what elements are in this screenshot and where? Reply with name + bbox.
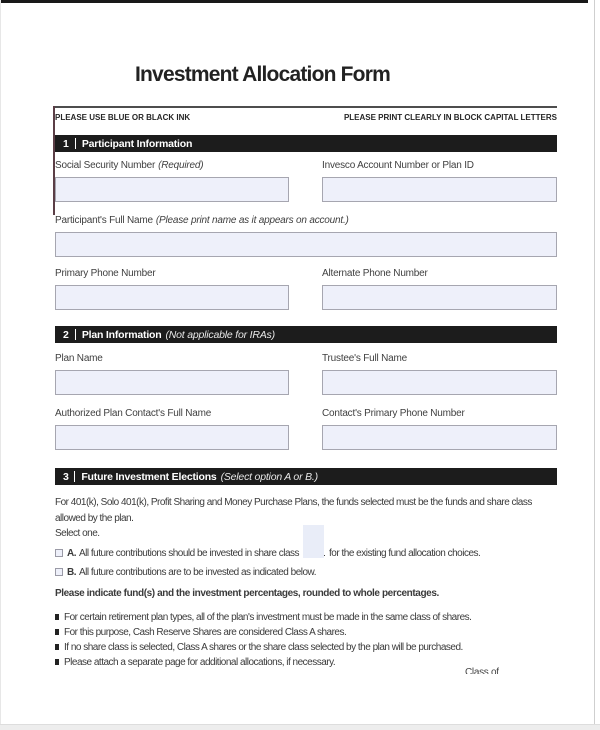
primary-phone-label: Primary Phone Number — [55, 268, 156, 279]
bullet-square-icon — [55, 614, 59, 620]
contact-phone-label: Contact's Primary Phone Number — [322, 408, 465, 419]
section-3-bar — [55, 468, 557, 485]
section-1-title: Participant Information — [81, 137, 193, 150]
page-left-edge — [0, 0, 1, 730]
ssn-input[interactable] — [55, 177, 289, 202]
section-2-note: (Not applicable for IRAs) — [165, 328, 275, 341]
section-3-divider — [74, 471, 75, 482]
plan-contact-name-input[interactable] — [55, 425, 289, 450]
share-class-field[interactable] — [303, 525, 324, 558]
bullet-item: For certain retirement plan types, all of the plan's investment must be made in the same class of shares. — [55, 610, 557, 625]
page-right-edge — [594, 0, 595, 730]
page-bottom-strip — [0, 724, 600, 730]
ssn-required-note: (Required) — [158, 160, 204, 171]
elections-bullet-list — [55, 610, 557, 670]
page-top-border — [0, 0, 588, 3]
elections-intro-text: For 401(k), Solo 401(k), Profit Sharing and Money Purchase Plans, the funds selected must be the funds and share class allowed by the plan. — [55, 497, 532, 524]
section-2-title: Plan Information — [81, 328, 162, 341]
bullet-item: For this purpose, Cash Reserve Shares are considered Class A shares. — [55, 625, 557, 640]
section-2-bar — [55, 326, 557, 343]
section-2-number: 2 — [63, 328, 69, 341]
option-b-text: All future contributions are to be invested as indicated below. — [79, 566, 316, 578]
trustee-name-label: Trustee's Full Name — [322, 353, 407, 364]
share-class-blank — [303, 547, 325, 556]
option-a-text-before: All future contributions should be invested in share class — [79, 547, 300, 559]
bullet-square-icon — [55, 629, 59, 635]
bullet-square-icon — [55, 644, 59, 650]
trustee-name-input[interactable] — [322, 370, 557, 395]
option-a-row — [55, 547, 557, 561]
plan-name-label: Plan Name — [55, 353, 103, 364]
section-3-title: Future Investment Elections — [81, 470, 217, 483]
section-3-note: (Select option A or B.) — [220, 470, 318, 483]
select-one-label: Select one. — [55, 528, 100, 539]
ink-instruction-right: PLEASE PRINT CLEARLY IN BLOCK CAPITAL LETTERS — [343, 113, 557, 122]
option-b-checkbox[interactable] — [55, 568, 63, 576]
option-a-text-after: for the existing fund allocation choices. — [329, 547, 481, 559]
section-future-investment-elections — [55, 468, 557, 670]
contact-phone-input[interactable] — [322, 425, 557, 450]
section-3-number: 3 — [63, 470, 69, 483]
section-1-divider — [75, 138, 76, 149]
participant-name-note: (Please print name as it appears on account.) — [155, 215, 349, 226]
invesco-account-label: Invesco Account Number or Plan ID — [322, 160, 474, 171]
bullet-square-icon — [55, 659, 59, 665]
section-participant-information — [55, 135, 557, 310]
plan-contact-name-label: Authorized Plan Contact's Full Name — [55, 408, 212, 419]
option-a-letter: A. — [67, 547, 76, 559]
bullet-item: If no share class is selected, Class A shares or the share class selected by the plan will be purchased. — [55, 640, 557, 655]
ink-instructions — [55, 106, 557, 122]
section-1-number: 1 — [63, 137, 69, 150]
plan-name-input[interactable] — [55, 370, 289, 395]
ssn-label: Social Security Number (Required) — [55, 160, 204, 171]
section-2-divider — [75, 329, 76, 340]
alternate-phone-label: Alternate Phone Number — [322, 268, 428, 279]
option-a-checkbox[interactable] — [55, 549, 63, 557]
percentages-bold-note: Please indicate fund(s) and the investment percentages, rounded to whole percentages. — [55, 587, 439, 599]
section-plan-information — [55, 326, 557, 450]
section-1-bar — [55, 135, 557, 152]
primary-phone-input[interactable] — [55, 285, 289, 310]
participant-name-label: Participant's Full Name (Please print name as it appears on account.) — [55, 215, 349, 226]
bullet-item: Please attach a separate page for additional allocations, if necessary. — [55, 655, 557, 670]
option-b-row — [55, 566, 557, 580]
alternate-phone-input[interactable] — [322, 285, 557, 310]
ink-instruction-left: PLEASE USE BLUE OR BLACK INK — [55, 113, 191, 122]
cutoff-text-class-of: Class of — [465, 667, 499, 674]
participant-name-input[interactable] — [55, 232, 557, 257]
page-title: Investment Allocation Form — [135, 63, 390, 86]
invesco-account-input[interactable] — [322, 177, 557, 202]
option-b-letter: B. — [67, 566, 76, 578]
